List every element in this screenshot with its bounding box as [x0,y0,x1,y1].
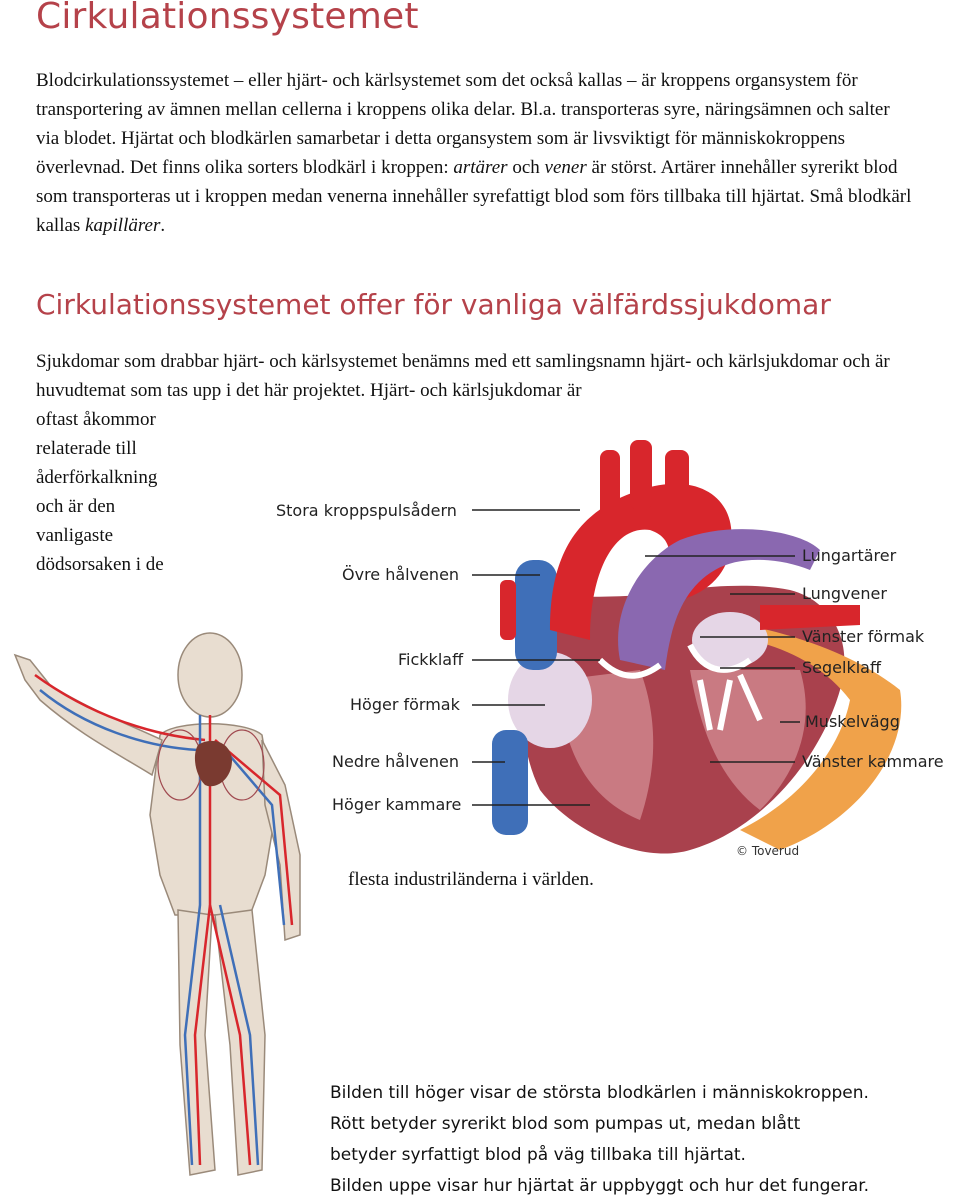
aorta-branch-3 [665,450,689,520]
label-hoger-formak: Höger förmak [350,695,460,714]
narrow-line: och är den [36,496,116,517]
intro-text-1: Blodcirkulationssystemet – eller hjärt- och kärlsystemet som det också kallas – är kroppens organsystem för transportering av ämnen mellan cellerna i kroppens olika delar. Bl.a. transporteras syre, näringsämnen och salter via blodet. Hjärtat och blodkärlen samarbetar i detta organsystem som är livsviktigt för människokroppens överlevnad. Det finns olika sorters blodkärl i kroppen: [36,70,890,178]
narrow-line: vanligaste [36,525,114,546]
image-caption [330,1078,869,1202]
body-silhouette [15,633,300,1175]
aorta-branch-1 [600,450,620,520]
azygos-vein [500,580,516,640]
label-vanster-kammare: Vänster kammare [802,752,944,771]
caption-line: betyder syrfattigt blod på väg tillbaka till hjärtat. [330,1145,746,1165]
narrow-line: åderförkalkning [36,467,158,488]
label-lungvener: Lungvener [802,584,887,603]
heart-diagram [260,430,960,870]
caption-line: Bilden till höger visar de största blodkärlen i människokroppen. [330,1083,869,1103]
caption-line: Rött betyder syrerikt blod som pumpas ut, medan blått [330,1114,801,1134]
section2-tail-text: flesta industriländerna i världen. [348,869,594,890]
intro-text-4: . [160,215,166,236]
intro-paragraph [36,66,916,240]
label-muskelvagg: Muskelvägg [805,712,900,731]
label-nedre-halvenen: Nedre hålvenen [332,752,459,771]
raised-arm [15,655,162,775]
narrow-line: dödsorsaken i de [36,554,164,575]
section-subtitle: Cirkulationssystemet offer för vanliga välfärdssjukdomar [36,288,831,321]
page-title: Cirkulationssystemet [36,0,419,37]
intro-text-3: är störst. Artärer innehåller syrerikt blod som transporteras ut i kroppen medan venerna innehåller syrefattigt blod som förs tillbaka till hjärtat. Små blodkärl kallas [36,157,912,236]
label-segelklaff: Segelklaff [802,658,881,677]
inferior-vena-cava [492,730,528,835]
section2-paragraph: Sjukdomar som drabbar hjärt- och kärlsystemet benämns med ett samlingsnamn hjärt- och kärlsjukdomar och är huvudtemat som tas upp i det här projektet. Hjärt- och kärlsjukdomar är [36,351,890,401]
intro-term-arteries: artärer [453,157,508,178]
label-vanster-formak: Vänster förmak [802,627,925,646]
intro-term-veins: vener [544,157,587,178]
head [178,633,242,717]
label-stora-kroppspulsadern: Stora kroppspulsådern [276,501,457,520]
label-ovre-halvenen: Övre hålvenen [342,565,460,584]
copyright-label: © Toverud [736,844,800,858]
body-circulation-illustration [0,615,330,1198]
label-fickklaff: Fickklaff [398,650,464,669]
label-lungartarer: Lungartärer [802,546,897,565]
aorta-branch-2 [630,440,652,510]
label-hoger-kammare: Höger kammare [332,795,462,814]
narrow-line: relaterade till [36,438,137,459]
section2-narrow-text [36,405,164,579]
narrow-line: oftast åkommor [36,409,156,430]
caption-line: Bilden uppe visar hur hjärtat är uppbyggt och hur det fungerar. [330,1176,870,1196]
intro-text-2: och [507,157,545,178]
intro-term-capillaries: kapillärer [85,215,161,236]
